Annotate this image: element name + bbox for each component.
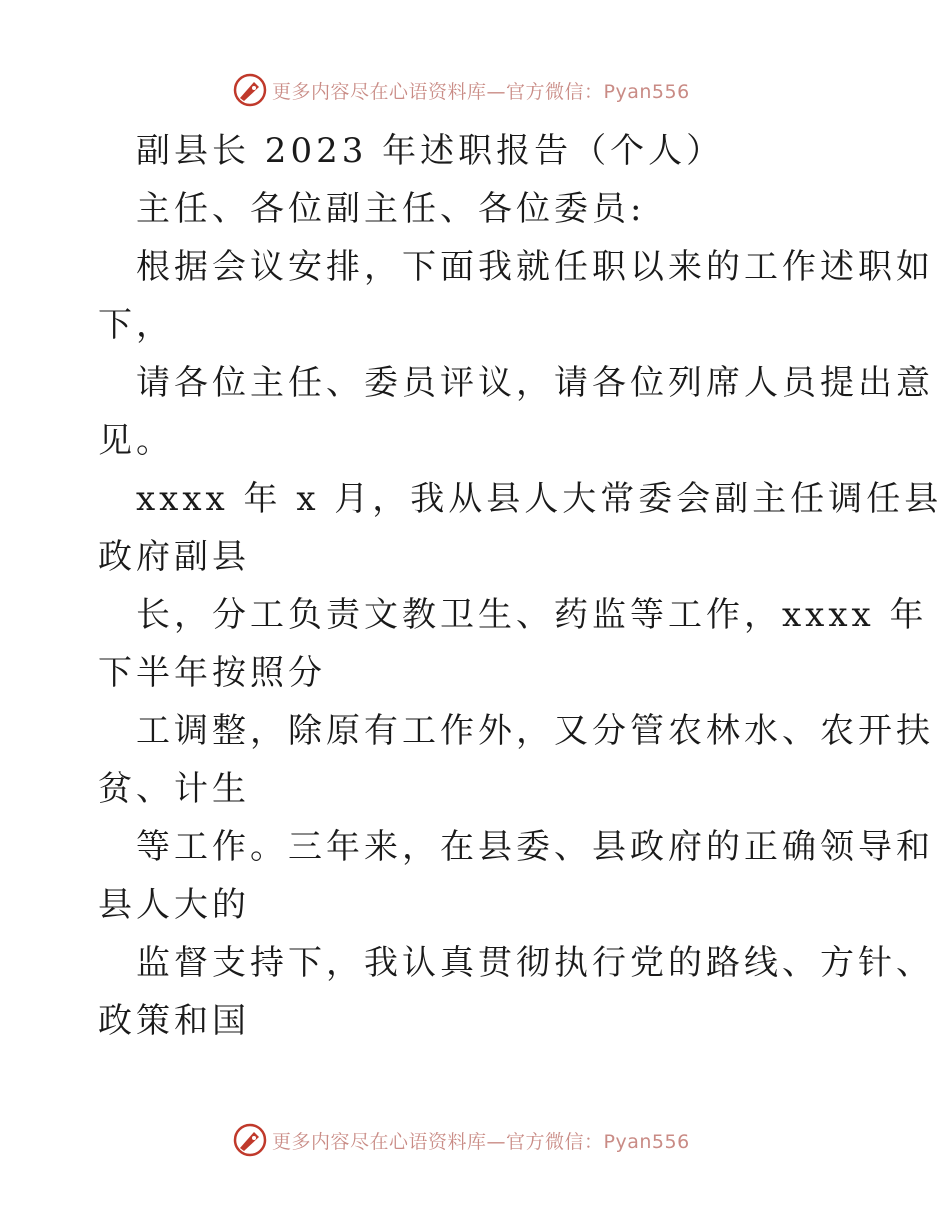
document-line: 工调整，除原有工作外，又分管农林水、农开扶 [136,711,934,751]
document-line: 政策和国 [98,1001,250,1041]
document-line: 县人大的 [98,885,250,925]
document-line: 见。 [98,421,174,461]
document-line: 根据会议安排，下面我就任职以来的工作述职如 [136,247,934,287]
footer-watermark-banner [232,1120,712,1160]
pen-nib-circle-icon [232,1122,268,1158]
document-body [98,122,943,1050]
pen-nib-circle-icon [232,72,268,108]
document-line: 长，分工负责文教卫生、药监等工作，xxxx 年 [136,595,928,635]
document-line: 监督支持下，我认真贯彻执行党的路线、方针、 [136,943,934,983]
watermark-text: 更多内容尽在心语资料库—官方微信：Pyan556 [272,80,690,103]
document-line: 下半年按照分 [98,653,326,693]
document-line: 副县长 2023 年述职报告（个人） [136,131,725,171]
header-watermark-banner [232,70,712,110]
document-line: 贫、计生 [98,769,250,809]
watermark-text: 更多内容尽在心语资料库—官方微信：Pyan556 [272,1130,690,1153]
document-line: 下， [98,305,174,345]
document-line: 请各位主任、委员评议，请各位列席人员提出意 [136,363,934,403]
document-line: 等工作。三年来，在县委、县政府的正确领导和 [136,827,934,867]
document-line: xxxx 年 x 月，我从县人大常委会副主任调任县 [136,479,943,519]
document-line: 政府副县 [98,537,250,577]
document-line: 主任、各位副主任、各位委员: [136,189,646,229]
